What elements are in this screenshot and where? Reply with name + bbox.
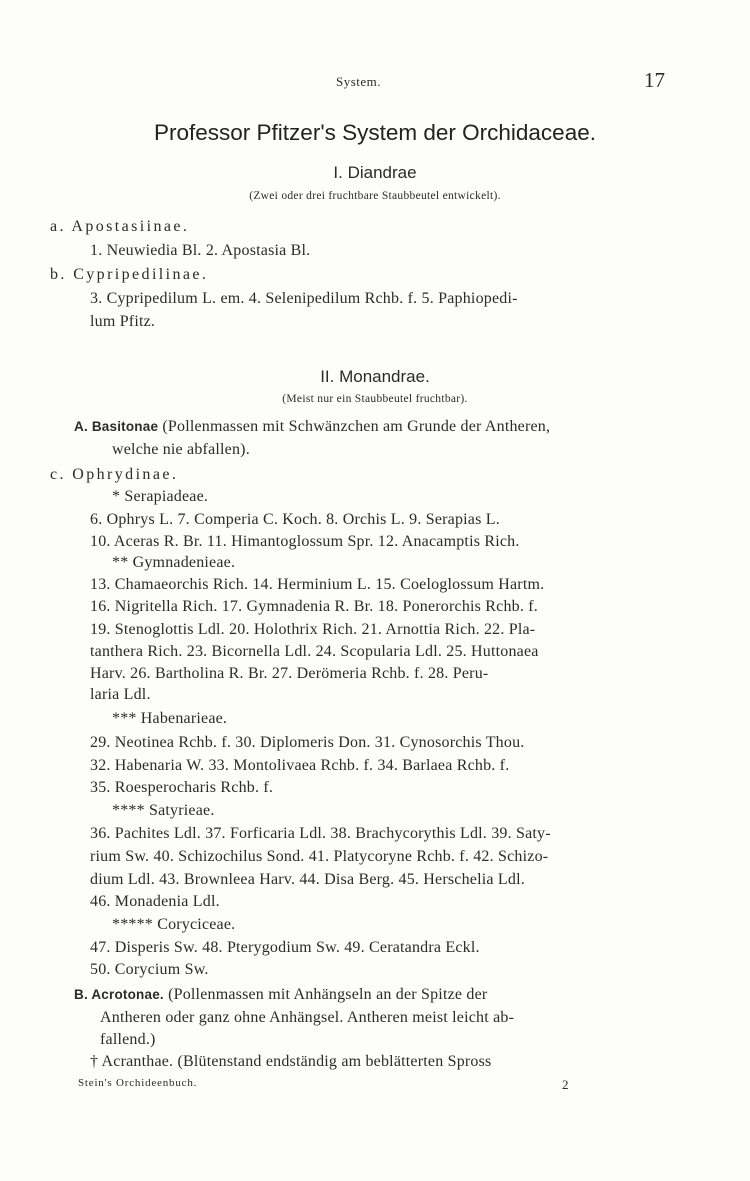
acrotonae-text: (Pollenmassen mit Anhängseln an der Spitze der xyxy=(163,986,488,1003)
genus-line: 3. Cypripedilum L. em. 4. Selenipedilum Rchb. f. 5. Paphiopedi- xyxy=(90,290,518,307)
genus-line: dium Ldl. 43. Brownleea Harv. 44. Disa Berg. 45. Herschelia Ldl. xyxy=(90,871,525,888)
genus-line: 50. Corycium Sw. xyxy=(90,961,209,978)
genus-line: 6. Ophrys L. 7. Comperia C. Koch. 8. Orchis L. 9. Serapias L. xyxy=(90,511,500,528)
text-line: welche nie abfallen). xyxy=(112,441,250,458)
tribe-serapiadeae: * Serapiadeae. xyxy=(112,488,209,505)
acranthae-line: † Acranthae. (Blütenstand endständig am beblätterten Spross xyxy=(90,1053,492,1070)
genus-line: 1. Neuwiedia Bl. 2. Apostasia Bl. xyxy=(90,242,311,259)
page-number: 17 xyxy=(644,68,665,92)
genus-line: 10. Aceras R. Br. 11. Himantoglossum Spr. 12. Anacamptis Rich. xyxy=(90,533,520,550)
text-line: Antheren oder ganz ohne Anhängsel. Antheren meist leicht ab- xyxy=(100,1009,515,1026)
section-heading-monandrae: II. Monandrae. xyxy=(320,367,430,386)
footer-book-title: Stein's Orchideenbuch. xyxy=(78,1077,198,1089)
genus-line: lum Pfitz. xyxy=(90,313,156,330)
basitonae-text: (Pollenmassen mit Schwänzchen am Grunde der Antheren, xyxy=(158,418,551,435)
genus-line: 29. Neotinea Rchb. f. 30. Diplomeris Don. 31. Cynosorchis Thou. xyxy=(90,734,525,751)
basitonae-label: A. Basitonae xyxy=(74,419,159,434)
genus-line: laria Ldl. xyxy=(90,686,151,703)
tribe-coryciceae: ***** Coryciceae. xyxy=(112,916,236,933)
genus-line: 13. Chamaeorchis Rich. 14. Herminium L. 15. Coeloglossum Hartm. xyxy=(90,576,545,593)
genus-line: 46. Monadenia Ldl. xyxy=(90,893,220,910)
genus-line: 35. Roesperocharis Rchb. f. xyxy=(90,779,274,796)
section-note-diandrae: (Zwei oder drei fruchtbare Staubbeutel entwickelt). xyxy=(249,190,501,202)
section-note-monandrae: (Meist nur ein Staubbeutel fruchtbar). xyxy=(282,393,468,405)
running-title: System. xyxy=(336,74,382,89)
text-line: fallend.) xyxy=(100,1031,156,1048)
genus-line: Harv. 26. Bartholina R. Br. 27. Derömeria Rchb. f. 28. Peru- xyxy=(90,665,489,682)
genus-line: rium Sw. 40. Schizochilus Sond. 41. Platycoryne Rchb. f. 42. Schizo- xyxy=(90,848,549,865)
genus-line: 32. Habenaria W. 33. Montolivaea Rchb. f. 34. Barlaea Rchb. f. xyxy=(90,757,510,774)
subtribe-ophrydinae: c. Ophrydinae. xyxy=(50,466,179,483)
tribe-satyrieae: **** Satyrieae. xyxy=(112,802,215,819)
genus-line: tanthera Rich. 23. Bicornella Ldl. 24. Scopularia Ldl. 25. Huttonaea xyxy=(90,643,539,660)
tribe-habenarieae: *** Habenarieae. xyxy=(112,710,228,727)
page-title: Professor Pfitzer's System der Orchidaceae. xyxy=(154,120,596,145)
subtribe-cypripedilinae: b. Cypripedilinae. xyxy=(50,266,209,283)
genus-line: 16. Nigritella Rich. 17. Gymnadenia R. Br. 18. Ponerorchis Rchb. f. xyxy=(90,598,539,615)
acrotonae-line xyxy=(74,986,487,1004)
subtribe-apostasiinae: a. Apostasiinae. xyxy=(50,218,190,235)
acrotonae-label: B. Acrotonae. xyxy=(74,987,164,1002)
genus-line: 36. Pachites Ldl. 37. Forficaria Ldl. 38. Brachycorythis Ldl. 39. Saty- xyxy=(90,825,551,842)
genus-line: 47. Disperis Sw. 48. Pterygodium Sw. 49. Ceratandra Eckl. xyxy=(90,939,480,956)
signature-mark: 2 xyxy=(562,1077,570,1092)
basitonae-line xyxy=(74,418,550,436)
tribe-gymnadenieae: ** Gymnadenieae. xyxy=(112,554,236,571)
genus-line: 19. Stenoglottis Ldl. 20. Holothrix Rich. 21. Arnottia Rich. 22. Pla- xyxy=(90,621,536,638)
section-heading-diandrae: I. Diandrae xyxy=(333,163,417,182)
